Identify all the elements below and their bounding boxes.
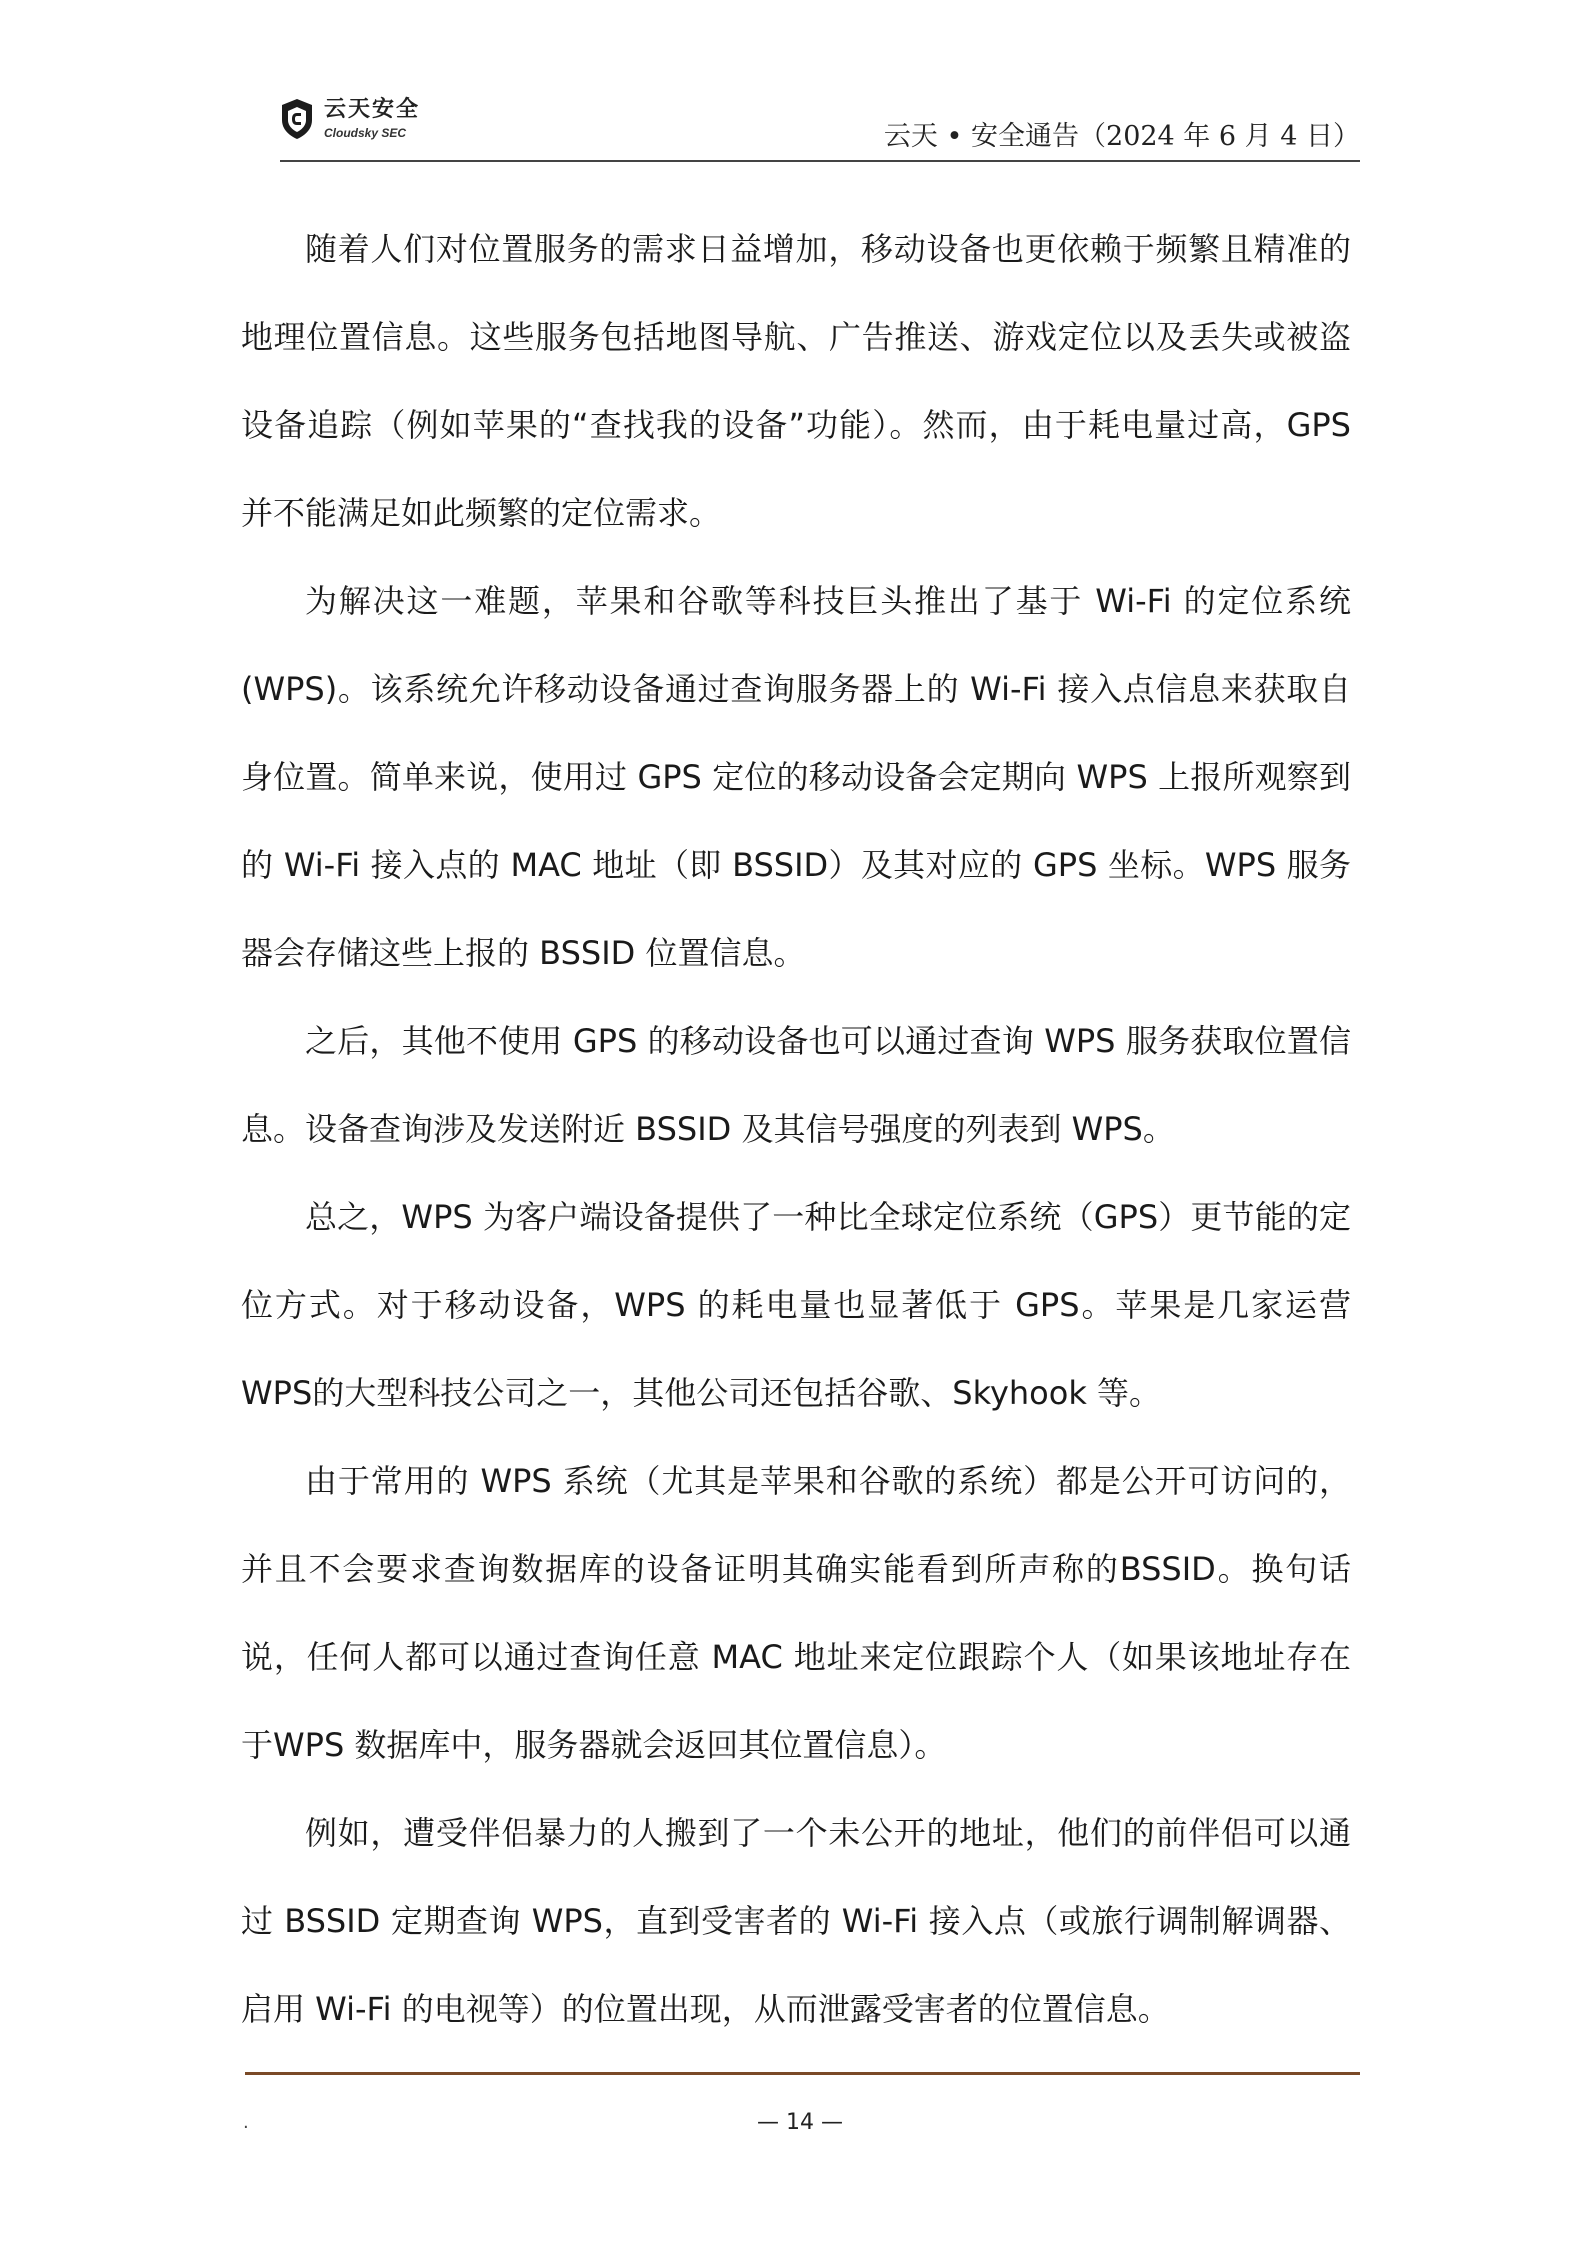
body-paragraph-6: 例如，遭受伴侣暴力的人搬到了一个未公开的地址，他们的前伴侣可以通过 BSSID 定期查询 WPS，直到受害者的 Wi-Fi 接入点（或旅行调制解调器、启用 Wi-Fi 的电视等）的位置出现，从而泄露受害者的位置信息。 xyxy=(241,1814,1351,2028)
logo-text xyxy=(324,99,420,139)
header-divider xyxy=(280,160,1360,162)
logo-chinese-name: 云天安全 xyxy=(324,97,421,122)
body-paragraph-4: 总之，WPS 为客户端设备提供了一种比全球定位系统（GPS）更节能的定位方式。对于移动设备，WPS 的耗电量也显著低于 GPS。苹果是几家运营 WPS的大型科技公司之一，其他公司还包括谷歌、Skyhook 等。 xyxy=(241,1198,1351,1412)
logo-english-name: Cloudsky SEC xyxy=(324,126,407,140)
body-paragraph-2: 为解决这一难题，苹果和谷歌等科技巨头推出了基于 Wi-Fi 的定位系统(WPS)。该系统允许移动设备通过查询服务器上的 Wi-Fi 接入点信息来获取自身位置。简单来说，使用过 GPS 定位的移动设备会定期向 WPS 上报所观察到的 Wi-Fi 接入点的 MAC 地址（即 BSSID）及其对应的 GPS 坐标。WPS 服务器会存储这些上报的 BSSID 位置信息。 xyxy=(241,582,1351,972)
header-title: 云天 • 安全通告（2024 年 6 月 4 日） xyxy=(883,121,1360,152)
page-number: — 14 — xyxy=(757,2110,843,2135)
footer-dot: . xyxy=(243,2112,249,2133)
shield-logo-icon xyxy=(280,98,314,140)
footer-divider xyxy=(245,2072,1360,2075)
body-paragraph-3: 之后，其他不使用 GPS 的移动设备也可以通过查询 WPS 服务获取位置信息。设备查询涉及发送附近 BSSID 及其信号强度的列表到 WPS。 xyxy=(241,1022,1351,1148)
brand-logo xyxy=(280,98,420,140)
body-paragraph-1: 随着人们对位置服务的需求日益增加，移动设备也更依赖于频繁且精准的地理位置信息。这些服务包括地图导航、广告推送、游戏定位以及丢失或被盗设备追踪（例如苹果的“查找我的设备”功能）。然而，由于耗电量过高，GPS 并不能满足如此频繁的定位需求。 xyxy=(241,230,1351,532)
body-paragraph-5: 由于常用的 WPS 系统（尤其是苹果和谷歌的系统）都是公开可访问的，并且不会要求查询数据库的设备证明其确实能看到所声称的BSSID。换句话说，任何人都可以通过查询任意 MAC 地址来定位跟踪个人（如果该地址存在于WPS 数据库中，服务器就会返回其位置信息）。 xyxy=(241,1462,1351,1764)
document-body xyxy=(241,205,1351,2053)
page-header xyxy=(280,92,1360,162)
